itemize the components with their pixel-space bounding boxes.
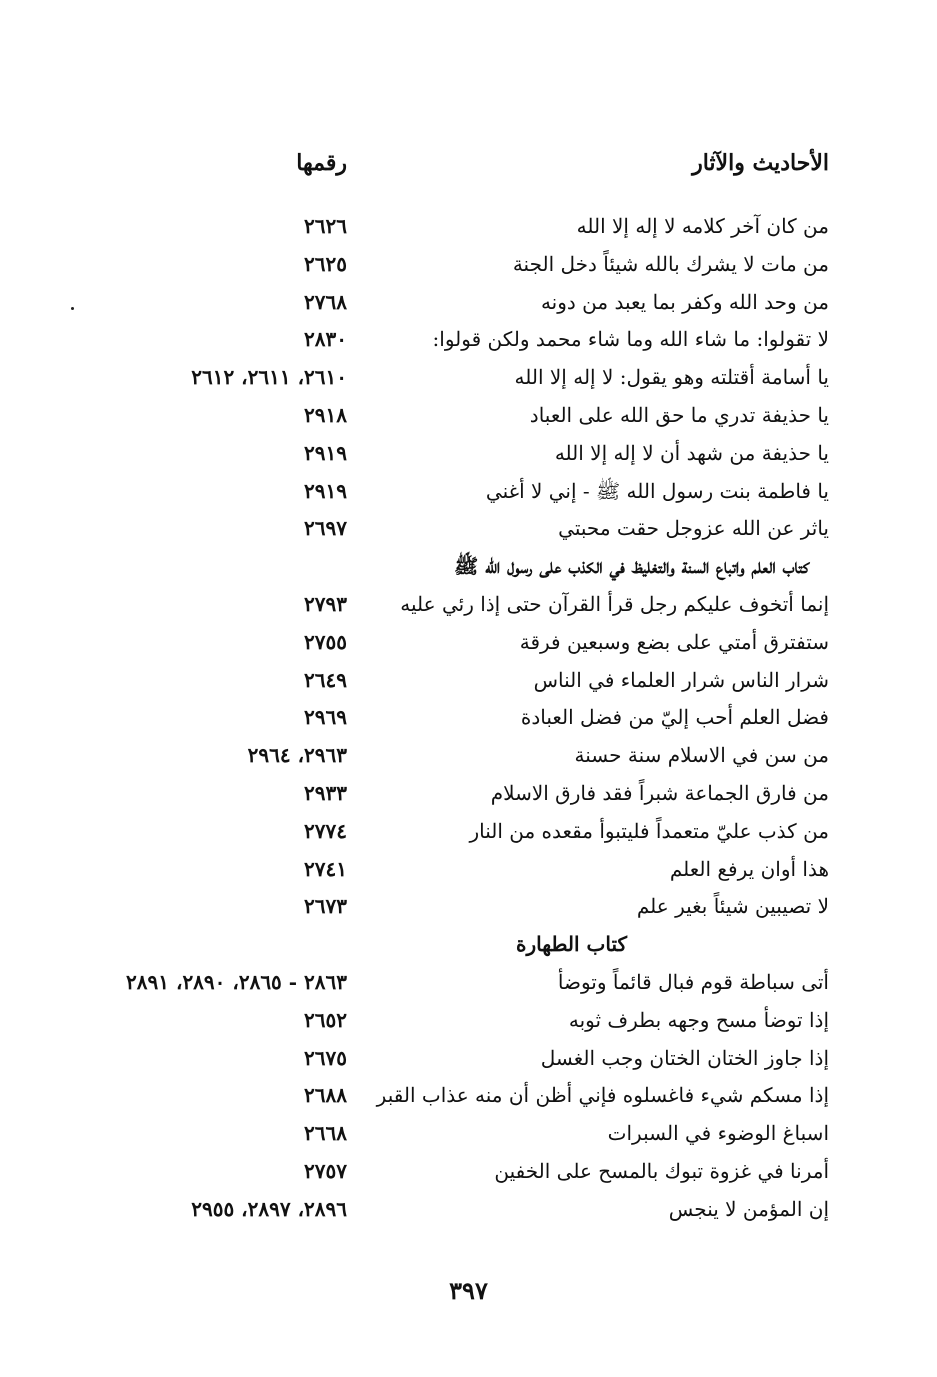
header-numbers-label: رقمها	[296, 150, 347, 176]
hadith-text: اسباغ الوضوء في السبرات	[607, 1121, 829, 1146]
index-entry-row	[0, 777, 937, 815]
hadith-numbers: ٢٩٦٣، ٢٩٦٤	[247, 743, 347, 768]
index-entry-row	[0, 1042, 937, 1080]
index-entry-row	[0, 588, 937, 626]
section-heading-row	[0, 550, 937, 588]
index-entry-row	[0, 626, 937, 664]
hadith-numbers: ٢٨٦٣ - ٢٨٦٥، ٢٨٩٠، ٢٨٩١	[126, 969, 347, 994]
hadith-numbers: ٢٦٦٨	[304, 1121, 347, 1146]
hadith-numbers: ٢٩٦٩	[304, 705, 347, 730]
index-entry-row	[0, 701, 937, 739]
index-entry-row	[0, 1079, 937, 1117]
hadith-numbers: ٢٧٥٧	[304, 1158, 347, 1183]
header-title: الأحاديث والآثار	[692, 150, 829, 176]
hadith-text: من وحد الله وكفر بما يعبد من دونه	[540, 289, 829, 314]
hadith-numbers: ٢٦٨٨	[304, 1083, 347, 1108]
index-entry-row	[0, 853, 937, 891]
hadith-numbers: ٢٨٩٦، ٢٨٩٧، ٢٩٥٥	[191, 1196, 347, 1221]
hadith-text: إذا مسكم شيء فاغسلوه فإني أظن أن منه عذاب القبر	[376, 1083, 829, 1108]
hadith-text: أتى سباطة قوم فبال قائماً وتوضأ	[557, 969, 829, 994]
hadith-text: أمرنا في غزوة تبوك بالمسح على الخفين	[494, 1158, 829, 1183]
hadith-numbers: ٢٩١٩	[304, 478, 347, 503]
hadith-text: ستفترق أمتي على بضع وسبعين فرقة	[519, 629, 829, 654]
hadith-numbers: ٢٧٦٨	[304, 289, 347, 314]
hadith-text: من كذب عليّ متعمداً فليتبوأ مقعده من النار	[469, 818, 829, 843]
page-number: ٣٩٧	[449, 1276, 488, 1305]
hadith-numbers: ٢٧٧٤	[304, 818, 347, 843]
index-entry-row	[0, 664, 937, 702]
hadith-numbers: ٢٦٤٩	[304, 667, 347, 692]
index-entry-row	[0, 815, 937, 853]
section-heading-row	[0, 928, 937, 966]
index-entry-row	[0, 1155, 937, 1193]
hadith-numbers: ٢٩٣٣	[304, 780, 347, 805]
hadith-text: من سن في الاسلام سنة حسنة	[574, 743, 829, 768]
hadith-numbers: ٢٦٢٦	[304, 214, 347, 238]
hadith-text: من مات لا يشرك بالله شيئاً دخل الجنة	[512, 251, 829, 276]
index-entry-row	[0, 890, 937, 928]
hadith-text: يا فاطمة بنت رسول الله ﷺ - إني لا أغني	[485, 478, 829, 503]
hadith-numbers: ٢٧٥٥	[304, 629, 347, 654]
hadith-numbers: ٢٩١٨	[304, 402, 347, 427]
hadith-text: لا تصيبين شيئاً بغير علم	[636, 894, 829, 919]
index-entry-row	[0, 1193, 937, 1231]
hadith-numbers: ٢٦٩٧	[304, 516, 347, 541]
index-entry-row	[0, 323, 937, 361]
index-entry-row	[0, 210, 937, 248]
hadith-numbers: ٢٨٣٠	[304, 327, 347, 352]
hadith-text: هذا أوان يرفع العلم	[669, 856, 829, 881]
hadith-numbers: ٢٦٧٣	[304, 894, 347, 919]
hadith-numbers: ٢٦١٠، ٢٦١١، ٢٦١٢	[191, 365, 347, 390]
index-entry-row	[0, 512, 937, 550]
index-entry-row	[0, 399, 937, 437]
section-heading: كتاب الطهارة	[516, 932, 627, 957]
hadith-text: من كان آخر كلامه لا إله إلا الله	[576, 214, 829, 238]
hadith-numbers: ٢٧٤١	[304, 856, 347, 881]
index-entry-row	[0, 437, 937, 475]
hadith-text: يا حذيفة من شهد أن لا إله إلا الله	[554, 440, 829, 465]
section-heading: كتاب العلم واتباع السنة والتغليظ في الكذب على رسول الله ﷺ	[454, 554, 809, 579]
hadith-text: شرار الناس شرار العلماء في الناس	[533, 667, 829, 692]
index-entries	[0, 210, 937, 1231]
index-entry-row	[0, 248, 937, 286]
hadith-text: إن المؤمن لا ينجس	[668, 1196, 829, 1221]
index-entry-row	[0, 966, 937, 1004]
hadith-text: إذا جاوز الختان الختان وجب الغسل	[540, 1045, 829, 1070]
index-entry-row	[0, 1117, 937, 1155]
index-entry-row	[0, 475, 937, 513]
hadith-text: إنما أتخوف عليكم رجل قرأ القرآن حتى إذا رئي عليه	[400, 591, 829, 616]
hadith-text: فضل العلم أحب إليّ من فضل العبادة	[520, 705, 829, 730]
hadith-numbers: ٢٧٩٣	[304, 591, 347, 616]
index-header	[0, 150, 937, 190]
index-entry-row	[0, 286, 937, 324]
hadith-text: إذا توضأ مسح وجهه بطرف ثوبه	[568, 1007, 829, 1032]
hadith-numbers: ٢٦٥٢	[304, 1007, 347, 1032]
hadith-numbers: ٢٦٢٥	[304, 251, 347, 276]
hadith-numbers: ٢٦٧٥	[304, 1045, 347, 1070]
hadith-text: من فارق الجماعة شبراً فقد فارق الاسلام	[490, 780, 829, 805]
hadith-text: يا أسامة أقتلته وهو يقول: لا إله إلا الله	[514, 365, 829, 390]
hadith-numbers: ٢٩١٩	[304, 440, 347, 465]
index-entry-row	[0, 739, 937, 777]
hadith-text: يا حذيفة تدري ما حق الله على العباد	[529, 402, 829, 427]
index-entry-row	[0, 1004, 937, 1042]
hadith-text: لا تقولوا: ما شاء الله وما شاء محمد ولكن قولوا:	[432, 327, 829, 352]
hadith-text: ياثر عن الله عزوجل حقت محبتي	[558, 516, 829, 541]
index-entry-row	[0, 361, 937, 399]
